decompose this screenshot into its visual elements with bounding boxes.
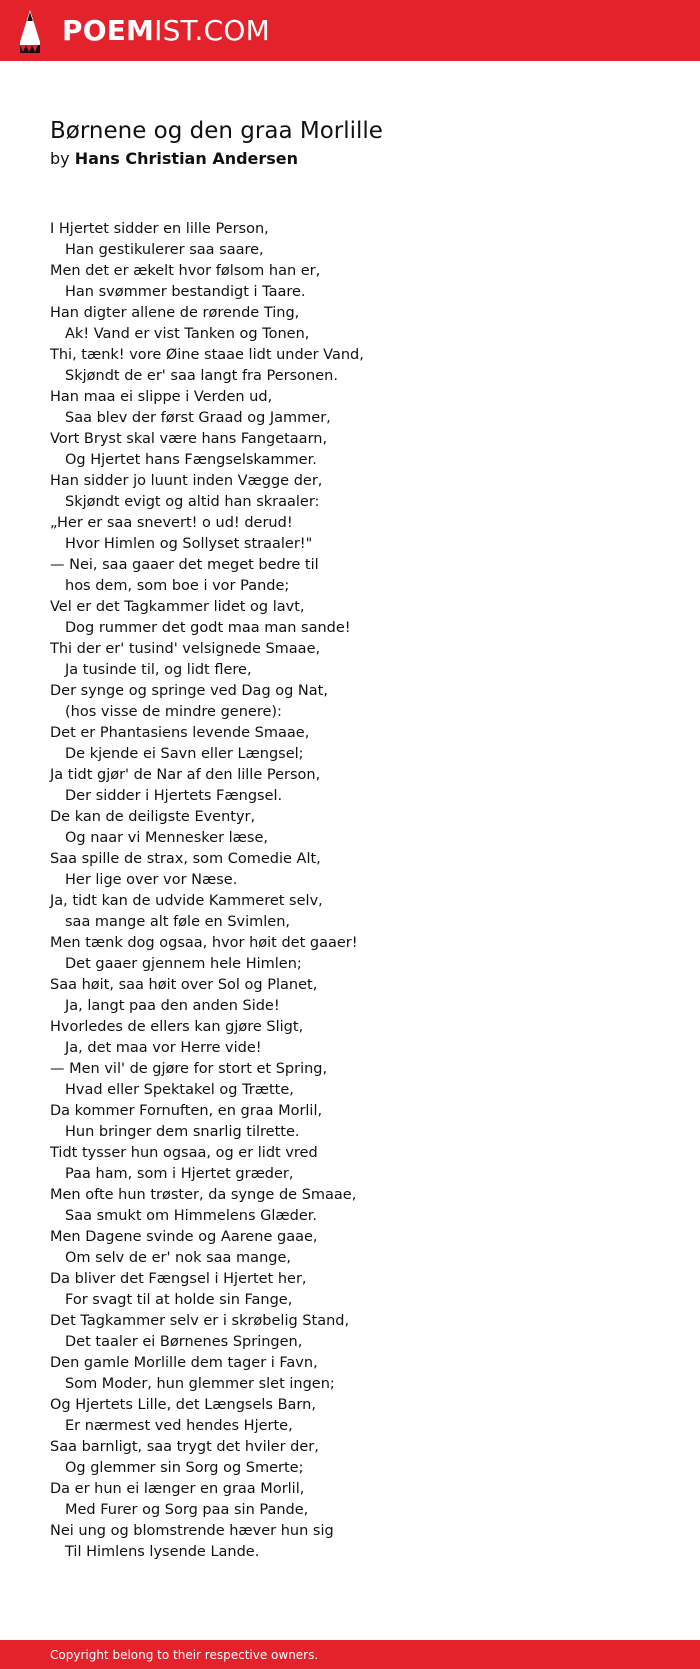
poem-line: De kjende ei Savn eller Længsel;: [65, 746, 304, 762]
poem-line: Han maa ei slippe i Verden ud,: [50, 389, 273, 405]
poem-line: Saa blev der først Graad og Jammer,: [65, 410, 331, 426]
poem-line: Det Tagkammer selv er i skrøbelig Stand,: [50, 1313, 350, 1329]
poem-line: Tidt tysser hun ogsaa, og er lidt vred: [50, 1145, 318, 1161]
poem-line: Den gamle Morlille dem tager i Favn,: [50, 1355, 318, 1371]
poem-line: Med Furer og Sorg paa sin Pande,: [65, 1502, 309, 1518]
poem-line: Men Dagene svinde og Aarene gaae,: [50, 1229, 318, 1245]
poem-title: Børnene og den graa Morlille: [50, 118, 383, 144]
copyright-notice: Copyright belong to their respective owners.: [50, 1648, 319, 1662]
poem-line: Ja, langt paa den anden Side!: [65, 998, 280, 1014]
poem-line: I Hjertet sidder en lille Person,: [50, 221, 269, 237]
poem-line: (hos visse de mindre genere):: [65, 704, 282, 720]
logo-wordmark-light: IST.COM: [154, 14, 270, 47]
poem-line: Hvorledes de ellers kan gjøre Sligt,: [50, 1019, 304, 1035]
poem-line: Saa høit, saa høit over Sol og Planet,: [50, 977, 318, 993]
logo-wordmark-bold: POEM: [62, 14, 155, 47]
poem-line: Nei ung og blomstrende hæver hun sig: [50, 1523, 334, 1539]
poem-line: De kan de deiligste Eventyr,: [50, 809, 256, 825]
poem-line: Ja, det maa vor Herre vide!: [65, 1040, 262, 1056]
poem-line: Da kommer Fornuften, en graa Morlil,: [50, 1103, 323, 1119]
poem-line: Her lige over vor Næse.: [65, 872, 238, 888]
poem-line: Der sidder i Hjertets Fængsel.: [65, 788, 283, 804]
poem-line: Der synge og springe ved Dag og Nat,: [50, 683, 328, 699]
poem-line: Ja tusinde til, og lidt flere,: [65, 662, 252, 678]
poem-line: Hun bringer dem snarlig tilrette.: [65, 1124, 300, 1140]
site-header: [0, 0, 700, 61]
poem-line: Til Himlens lysende Lande.: [65, 1544, 260, 1560]
poem-line: Som Moder, hun glemmer slet ingen;: [65, 1376, 335, 1392]
poem-line: Ja tidt gjør' de Nar af den lille Person,: [50, 767, 321, 783]
byline: [50, 149, 298, 169]
poem-line: Men ofte hun trøster, da synge de Smaae,: [50, 1187, 357, 1203]
poem-line: Vel er det Tagkammer lidet og lavt,: [50, 599, 305, 615]
poem-line: Om selv de er' nok saa mange,: [65, 1250, 291, 1266]
poem-line: hos dem, som boe i vor Pande;: [65, 578, 290, 594]
poem-line: Skjøndt de er' saa langt fra Personen.: [65, 368, 338, 384]
poem-line: Det taaler ei Børnenes Springen,: [65, 1334, 303, 1350]
poem-line: Og naar vi Mennesker læse,: [65, 830, 268, 846]
poem-line: — Men vil' de gjøre for stort et Spring,: [50, 1061, 328, 1077]
poem-line: saa mange alt føle en Svimlen,: [65, 914, 291, 930]
poem-line: Saa barnligt, saa trygt det hviler der,: [50, 1439, 319, 1455]
poem-line: Da bliver det Fængsel i Hjertet her,: [50, 1271, 307, 1287]
poem-line: Dog rummer det godt maa man sande!: [65, 620, 351, 636]
pencil-icon: [18, 9, 42, 53]
poem-line: Men det er ækelt hvor følsom han er,: [50, 263, 321, 279]
poem-line: Da er hun ei længer en graa Morlil,: [50, 1481, 305, 1497]
poem-line: Hvad eller Spektakel og Trætte,: [65, 1082, 294, 1098]
poem-line: Men tænk dog ogsaa, hvor høit det gaaer!: [50, 935, 358, 951]
site-footer: [0, 1640, 700, 1669]
poem-line: Det gaaer gjennem hele Himlen;: [65, 956, 302, 972]
poem-line: Saa spille de strax, som Comedie Alt,: [50, 851, 321, 867]
poem-body: [50, 219, 650, 1563]
poem-line: Ak! Vand er vist Tanken og Tonen,: [65, 326, 310, 342]
poem-line: Paa ham, som i Hjertet græder,: [65, 1166, 294, 1182]
poem-line: Skjøndt evigt og altid han skraaler:: [65, 494, 320, 510]
poem-line: „Her er saa snevert! o ud! derud!: [50, 515, 293, 531]
poem-line: Ja, tidt kan de udvide Kammeret selv,: [50, 893, 323, 909]
poem-line: Han digter allene de rørende Ting,: [50, 305, 300, 321]
logo-wordmark: [62, 14, 270, 48]
poem-line: Og Hjertets Lille, det Længsels Barn,: [50, 1397, 316, 1413]
poem-line: Han sidder jo luunt inden Vægge der,: [50, 473, 323, 489]
poem-line: Han gestikulerer saa saare,: [65, 242, 264, 258]
poem-line: Han svømmer bestandigt i Taare.: [65, 284, 306, 300]
poem-line: Er nærmest ved hendes Hjerte,: [65, 1418, 293, 1434]
poem-line: Saa smukt om Himmelens Glæder.: [65, 1208, 318, 1224]
poem-line: Thi, tænk! vore Øine staae lidt under Vand,: [50, 347, 364, 363]
poem-line: Det er Phantasiens levende Smaae,: [50, 725, 310, 741]
poem-line: Og glemmer sin Sorg og Smerte;: [65, 1460, 304, 1476]
poem-line: Vort Bryst skal være hans Fangetaarn,: [50, 431, 328, 447]
poem-line: Thi der er' tusind' velsignede Smaae,: [50, 641, 321, 657]
poem-line: Hvor Himlen og Sollyset straaler!": [65, 536, 313, 552]
poem-line: For svagt til at holde sin Fange,: [65, 1292, 293, 1308]
poem-line: Og Hjertet hans Fængselskammer.: [65, 452, 317, 468]
author-link[interactable]: Hans Christian Andersen: [74, 149, 299, 168]
by-label: by: [50, 149, 70, 168]
poem-line: — Nei, saa gaaer det meget bedre til: [50, 557, 319, 573]
